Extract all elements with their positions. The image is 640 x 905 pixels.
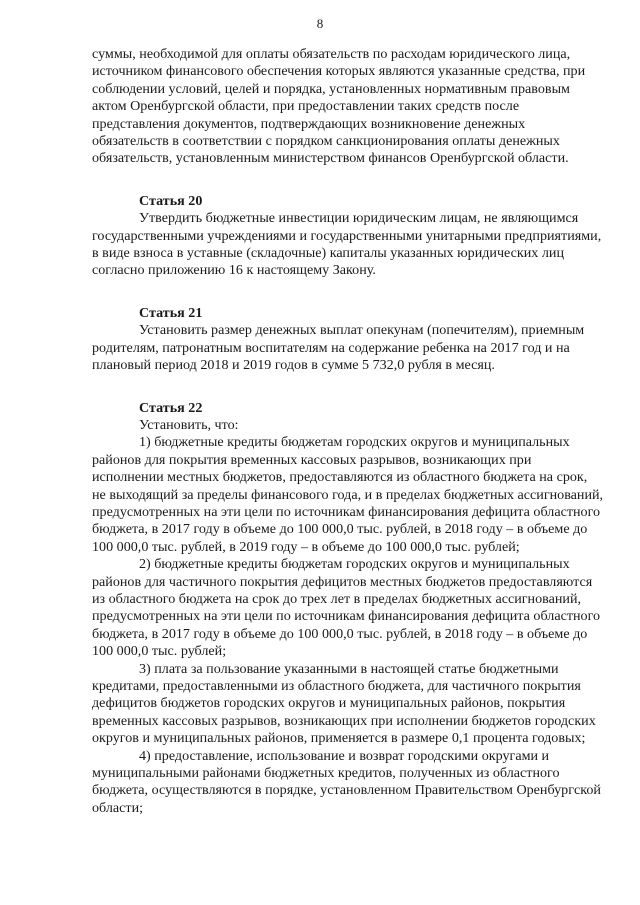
article-22-title: Статья 22 xyxy=(139,399,203,416)
article-20-title: Статья 20 xyxy=(139,192,203,209)
article-22-lead: Установить, что: xyxy=(139,416,239,433)
article-22-item-2: 2) бюджетные кредиты бюджетам городских округов и муниципальных районов для частичного покрытия дефицитов местных бюджетов предоставляются из областного бюджета на срок до трех лет в пределах бюджетных ассигнований, предусмотренных на эти цели по источникам финансирования дефицита областного бюджета, в 2017 году в объеме до 100 000,0 тыс. рублей, в 2018 году – в объеме до 100 000,0 тыс. рублей; xyxy=(92,556,601,660)
spacer xyxy=(92,280,604,305)
spacer xyxy=(92,375,604,400)
article-21-title: Статья 21 xyxy=(139,304,203,321)
article-21-text: Установить размер денежных выплат опекунам (попечителям), приемным родителям, патронатным воспитателям на содержание ребенка на 2017 год и на плановый период 2018 и 2019 годов в сумме 5 732,0 рубля в месяц. xyxy=(92,322,585,374)
article-21 xyxy=(92,305,604,375)
article-20 xyxy=(92,193,604,280)
article-22-item-3: 3) плата за пользование указанными в настоящей статье бюджетными кредитами, предоставленными из областного бюджета, для частичного покрытия дефицитов бюджетов городских округов и муниципальных районов, покрытия временных кассовых разрывов, возникающих при исполнении бюджетов городских округов и муниципальных районов, применяется в размере 0,1 процента годовых; xyxy=(92,660,596,747)
spacer xyxy=(92,168,604,193)
document-body xyxy=(92,46,604,817)
intro-paragraph: суммы, необходимой для оплаты обязательств по расходам юридического лица, источником финансового обеспечения которых являются указанные средства, при соблюдении условий, целей и порядка, установленных нормативным правовым актом Оренбургской области, при предоставлении таких средств после представления документов, подтверждающих возникновение денежных обязательств в соответствии с порядком санкционирования оплаты денежных обязательств, установленным министерством финансов Оренбургской области. xyxy=(92,46,586,167)
page-number: 8 xyxy=(316,16,324,31)
article-20-text: Утвердить бюджетные инвестиции юридическим лицам, не являющимся государственными учреждениями и государственными унитарными предприятиями, в виде взноса в уставные (складочные) капиталы указанных юридических лиц согласно приложению 16 к настоящему Закону. xyxy=(92,210,602,279)
article-22 xyxy=(92,400,604,818)
article-22-item-4: 4) предоставление, использование и возврат городскими округами и муниципальными районами бюджетных кредитов, полученных из областного бюджета, осуществляются в порядке, установленном Правительством Оренбургской области; xyxy=(92,747,601,816)
article-22-item-1: 1) бюджетные кредиты бюджетам городских округов и муниципальных районов для покрытия временных кассовых разрывов, возникающих при исполнении местных бюджетов, предоставляются из областного бюджета на срок, не выходящий за пределы финансового года, и в пределах бюджетных ассигнований, предусмотренных на эти цели по источникам финансирования дефицита областного бюджета, в 2017 году в объеме до 100 000,0 тыс. рублей, в 2018 году – в объеме до 100 000,0 тыс. рублей, в 2019 году – в объеме до 100 000,0 тыс. рублей; xyxy=(92,434,604,555)
